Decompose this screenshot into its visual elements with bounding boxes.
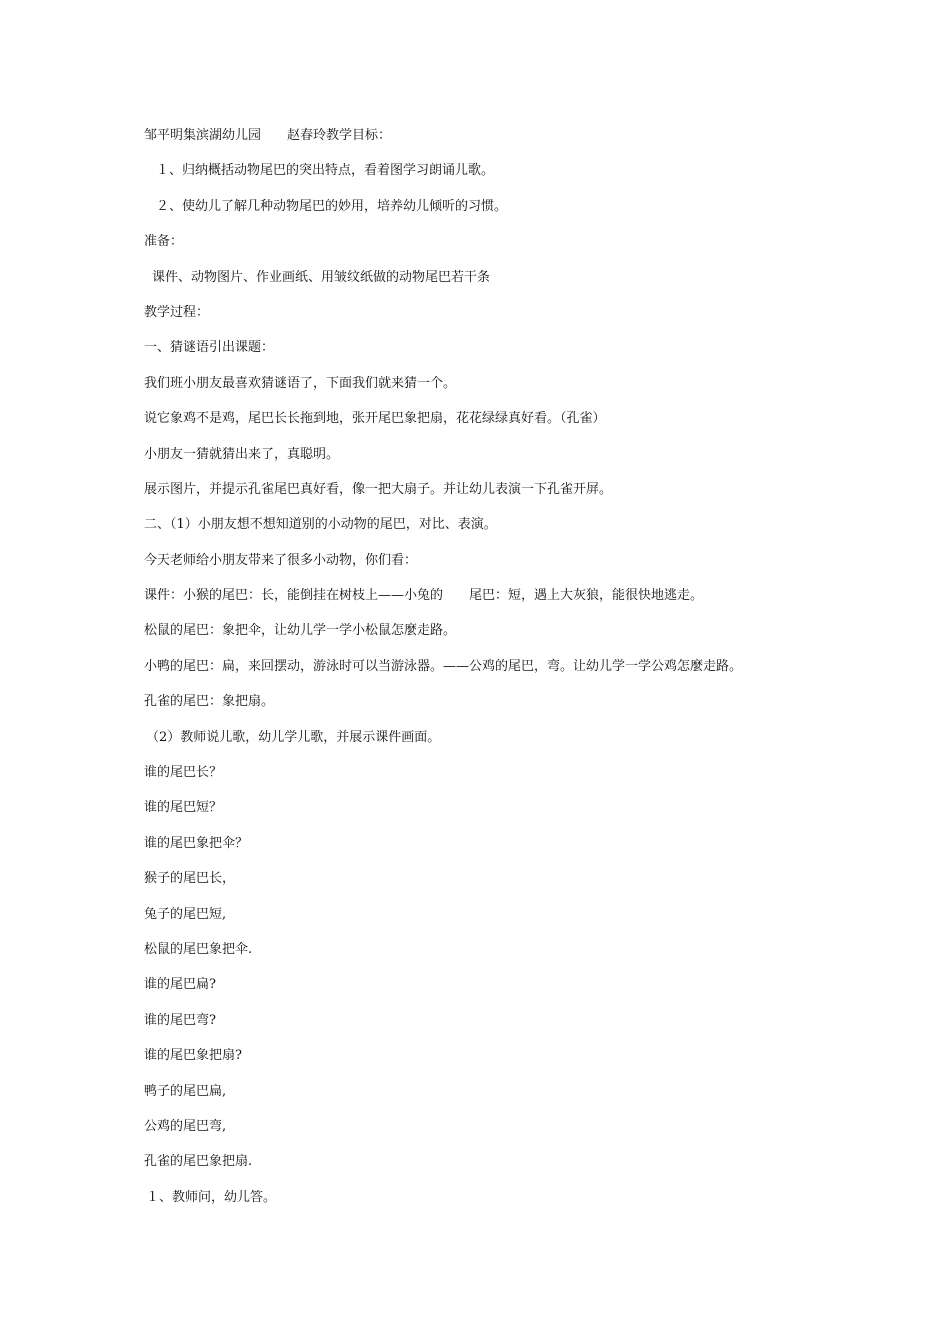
paragraph: 我们班小朋友最喜欢猜谜语了，下面我们就来猜一个。 <box>144 375 457 391</box>
paragraph: 小鸭的尾巴：扁，来回摆动，游泳时可以当游泳器。——公鸡的尾巴，弯。让幼儿学一学公鸡怎麼走路。 <box>144 658 743 674</box>
rhyme-line: 松鼠的尾巴象把伞. <box>144 941 253 957</box>
rhyme-line: 兔子的尾巴短, <box>144 906 227 922</box>
rhyme-line: 谁的尾巴长？ <box>144 765 223 781</box>
rhyme-line: 谁的尾巴象把扇? <box>144 1048 242 1064</box>
document-body <box>144 127 844 1224</box>
riddle-text: 说它象鸡不是鸡，尾巴长长拖到地，张开尾巴象把扇，花花绿绿真好看。（孔雀） <box>144 411 606 427</box>
step-one-heading: 一、猜谜语引出课题： <box>144 340 275 356</box>
rhyme-line: 孔雀的尾巴象把扇. <box>144 1154 253 1170</box>
rhyme-line: 猴子的尾巴长， <box>144 871 236 887</box>
goal-item-2: ２、使幼儿了解几种动物尾巴的妙用，培养幼儿倾听的习惯。 <box>156 198 508 214</box>
section-heading-process: 教学过程： <box>144 304 210 320</box>
step-two-sub-heading: （2）教师说儿歌，幼儿学儿歌，并展示课件画面。 <box>146 729 441 745</box>
rhyme-line: 鸭子的尾巴扁, <box>144 1083 227 1099</box>
preparation-text: 课件、动物图片、作业画纸、用皱纹纸做的动物尾巴若干条 <box>152 269 491 285</box>
paragraph: 孔雀的尾巴：象把扇。 <box>144 694 275 710</box>
header-line: 邹平明集滨湖幼儿园 赵春玲教学目标： <box>144 128 392 143</box>
rhyme-line: 谁的尾巴象把伞？ <box>144 835 249 851</box>
rhyme-line: 公鸡的尾巴弯, <box>144 1118 227 1134</box>
paragraph: 小朋友一猜就猜出来了，真聪明。 <box>144 446 340 462</box>
paragraph: 展示图片，并提示孔雀尾巴真好看，像一把大扇子。并让幼儿表演一下孔雀开屏。 <box>144 481 613 497</box>
paragraph: 课件：小猴的尾巴：长，能倒挂在树枝上——小兔的 尾巴：短，遇上大灰狼，能很快地逃走。 <box>144 588 704 604</box>
goal-item-1: １、归纳概括动物尾巴的突出特点，看着图学习朗诵儿歌。 <box>156 163 495 179</box>
rhyme-line: 谁的尾巴弯? <box>144 1012 216 1028</box>
section-heading-preparation: 准备： <box>144 234 184 250</box>
paragraph: 今天老师给小朋友带来了很多小动物，你们看： <box>144 552 418 568</box>
step-two-heading: 二、（1）小朋友想不想知道别的小动物的尾巴，对比、表演。 <box>144 517 497 533</box>
numbered-item: １、教师问，幼儿答。 <box>146 1189 277 1205</box>
rhyme-line: 谁的尾巴短？ <box>144 800 223 816</box>
paragraph: 松鼠的尾巴：象把伞，让幼儿学一学小松鼠怎麼走路。 <box>144 623 457 639</box>
rhyme-line: 谁的尾巴扁? <box>144 977 216 993</box>
